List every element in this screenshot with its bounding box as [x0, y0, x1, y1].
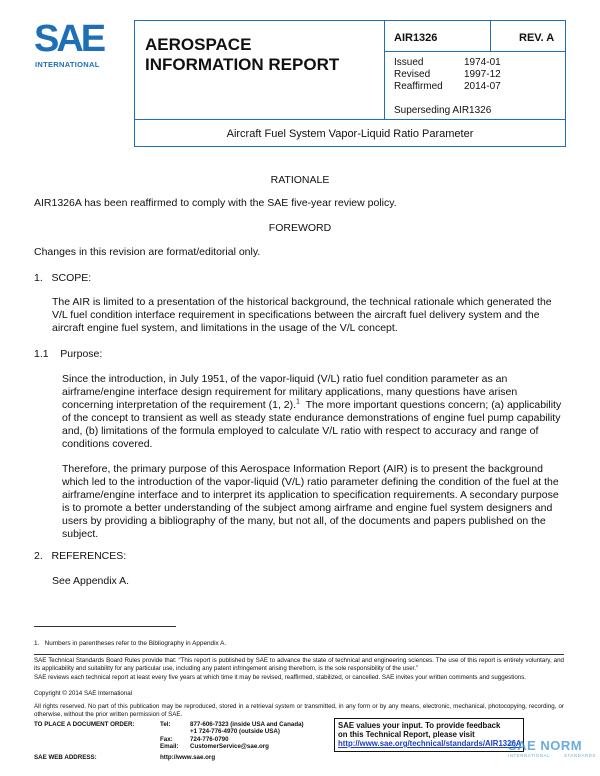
web-address-link[interactable]: http://www.sae.org [160, 753, 216, 761]
purpose-paragraph-1 [62, 373, 564, 451]
footnote-marker: 1 [296, 398, 300, 406]
rationale-text: AIR1326A has been reaffirmed to comply with the SAE five-year review policy. [34, 197, 397, 209]
sae-norm-watermark-sub: INTERNATIONAL STANDARDS [508, 753, 596, 758]
rationale-heading: RATIONALE [270, 174, 330, 186]
sae-logo [34, 20, 116, 70]
foreword-text: Changes in this revision are format/editorial only. [34, 246, 261, 258]
purpose-heading: 1.1 Purpose: [34, 348, 103, 360]
superseding-note: Superseding AIR1326 [394, 105, 492, 116]
revision-cell [490, 21, 567, 51]
title-line-1: AEROSPACE [145, 35, 252, 54]
purpose-paragraph-2: Therefore, the primary purpose of this Aerospace Information Report (AIR) is to present the background which led to the introduction of the vapor-liquid (V/L) ratio parameter defining the condition of the fuel at the airframe/engine interface and to interpret its application to specification requirements. A secondary purpose is to promote a better understanding of the subject among airframe and engine fuel system designers and users by providing a bibliography of the many, but not all, of the documents and papers published on the subject. [62, 463, 559, 540]
date-value: 1974-01 [464, 57, 501, 68]
title-cell [135, 21, 385, 119]
contact-fax-row [34, 736, 324, 743]
contact-web-row [34, 754, 324, 761]
document-subtitle: Aircraft Fuel System Vapor-Liquid Ratio Parameter [226, 128, 474, 140]
feedback-box [334, 718, 524, 752]
document-type-title [145, 35, 339, 75]
date-value: 1997-12 [464, 69, 501, 80]
purpose-p1-start: Since the introduction, in July 1951, of the vapor-liquid (V/L) ratio fuel condition parameter as an airframe/engine interface design requirement for military applications, many questions have arisen concerning interpretation of the requirement (1, 2). [62, 373, 518, 411]
legal-rule [34, 654, 564, 655]
spacer [34, 743, 160, 750]
title-line-2: INFORMATION REPORT [145, 55, 340, 74]
document-dates [394, 57, 501, 93]
date-issued [394, 57, 501, 69]
references-text: See Appendix A. [52, 575, 130, 587]
feedback-line-1: SAE values your input. To provide feedback [338, 721, 501, 730]
rights-reserved: All rights reserved. No part of this publication may be reproduced, stored in a retrieval system or transmitted, in any form or by any means, electronic, mechanical, photocopying, recording, or otherwise, without the prior written permission of SAE. [34, 703, 564, 718]
spacer [34, 728, 190, 735]
date-label: Revised [394, 69, 431, 80]
date-reaffirmed [394, 81, 501, 93]
legal-usage-statement: SAE Technical Standards Board Rules provide that: “This report is published by SAE to advance the state of technical and engineering sciences. The use of this report is entirely voluntary, and its applicability and suitability for any particular use, including any patent infringement arising therefrom, is the sole responsibility of the user.” [34, 657, 564, 672]
email-address[interactable]: CustomerService@sae.org [190, 743, 269, 751]
tel-outside-usa: +1 724-776-4970 (outside USA) [190, 728, 280, 736]
document-header [134, 20, 566, 147]
revision-label: REV. A [519, 32, 555, 44]
fax-label: Fax: [160, 735, 173, 743]
email-label: Email: [160, 743, 179, 751]
date-value: 2014-07 [464, 81, 501, 92]
order-label: TO PLACE A DOCUMENT ORDER: [34, 721, 135, 728]
references-heading: 2. REFERENCES: [34, 550, 127, 562]
footnote: 1. Numbers in parentheses refer to the Bibliography in Appendix A. [34, 640, 227, 647]
document-info-cell [384, 21, 566, 119]
contact-tel2-row [34, 728, 324, 735]
feedback-link[interactable]: http://www.sae.org/technical/standards/AIR1326A [338, 739, 522, 748]
tel-label: Tel: [160, 721, 171, 728]
date-label: Issued [394, 57, 424, 68]
feedback-line-2: on this Technical Report, please visit [338, 730, 475, 739]
contact-tel-row [34, 721, 324, 728]
date-revised [394, 69, 501, 81]
document-number: AIR1326 [394, 32, 438, 44]
web-label: SAE WEB ADDRESS: [34, 753, 97, 761]
copyright: Copyright © 2014 SAE International [34, 690, 133, 697]
fax-number: 724-776-0790 [190, 735, 229, 743]
sae-logo-mark: SAE [34, 18, 104, 60]
sae-logo-subtitle: INTERNATIONAL [35, 60, 100, 69]
spacer [34, 736, 160, 743]
order-contact-block [34, 721, 324, 761]
sae-norm-watermark: SAE NORM [508, 738, 583, 753]
purpose-p1-end: The more important questions concern; (a) applicability of the concept to transient as well as steady state endurance demonstrations of engine fuel pump capability and, (b) limitations of the formula employed to calculate V/L ratio with respect to accuracy and range of conditions covered. [62, 399, 565, 450]
foreword-heading: FOREWORD [268, 222, 332, 234]
contact-email-row [34, 743, 324, 750]
date-label: Reaffirmed [394, 81, 443, 92]
subtitle-row [135, 119, 565, 148]
document-number-row [384, 21, 566, 52]
scope-text: The AIR is limited to a presentation of the historical background, the technical rationale which generated the V/L fuel condition interface requirement in specifications between the aircraft fuel delivery system and the aircraft engine fuel system, and limitations in the usage of the V/L concept. [52, 296, 552, 334]
legal-review-statement: SAE reviews each technical report at least every five years at which time it may be revised, reaffirmed, stabilized, or cancelled. SAE invites your written comments and suggestions. [34, 674, 527, 681]
tel-inside-usa: 877-606-7323 (inside USA and Canada) [190, 721, 304, 728]
scope-heading: 1. SCOPE: [34, 272, 92, 284]
footnote-rule [34, 626, 176, 627]
